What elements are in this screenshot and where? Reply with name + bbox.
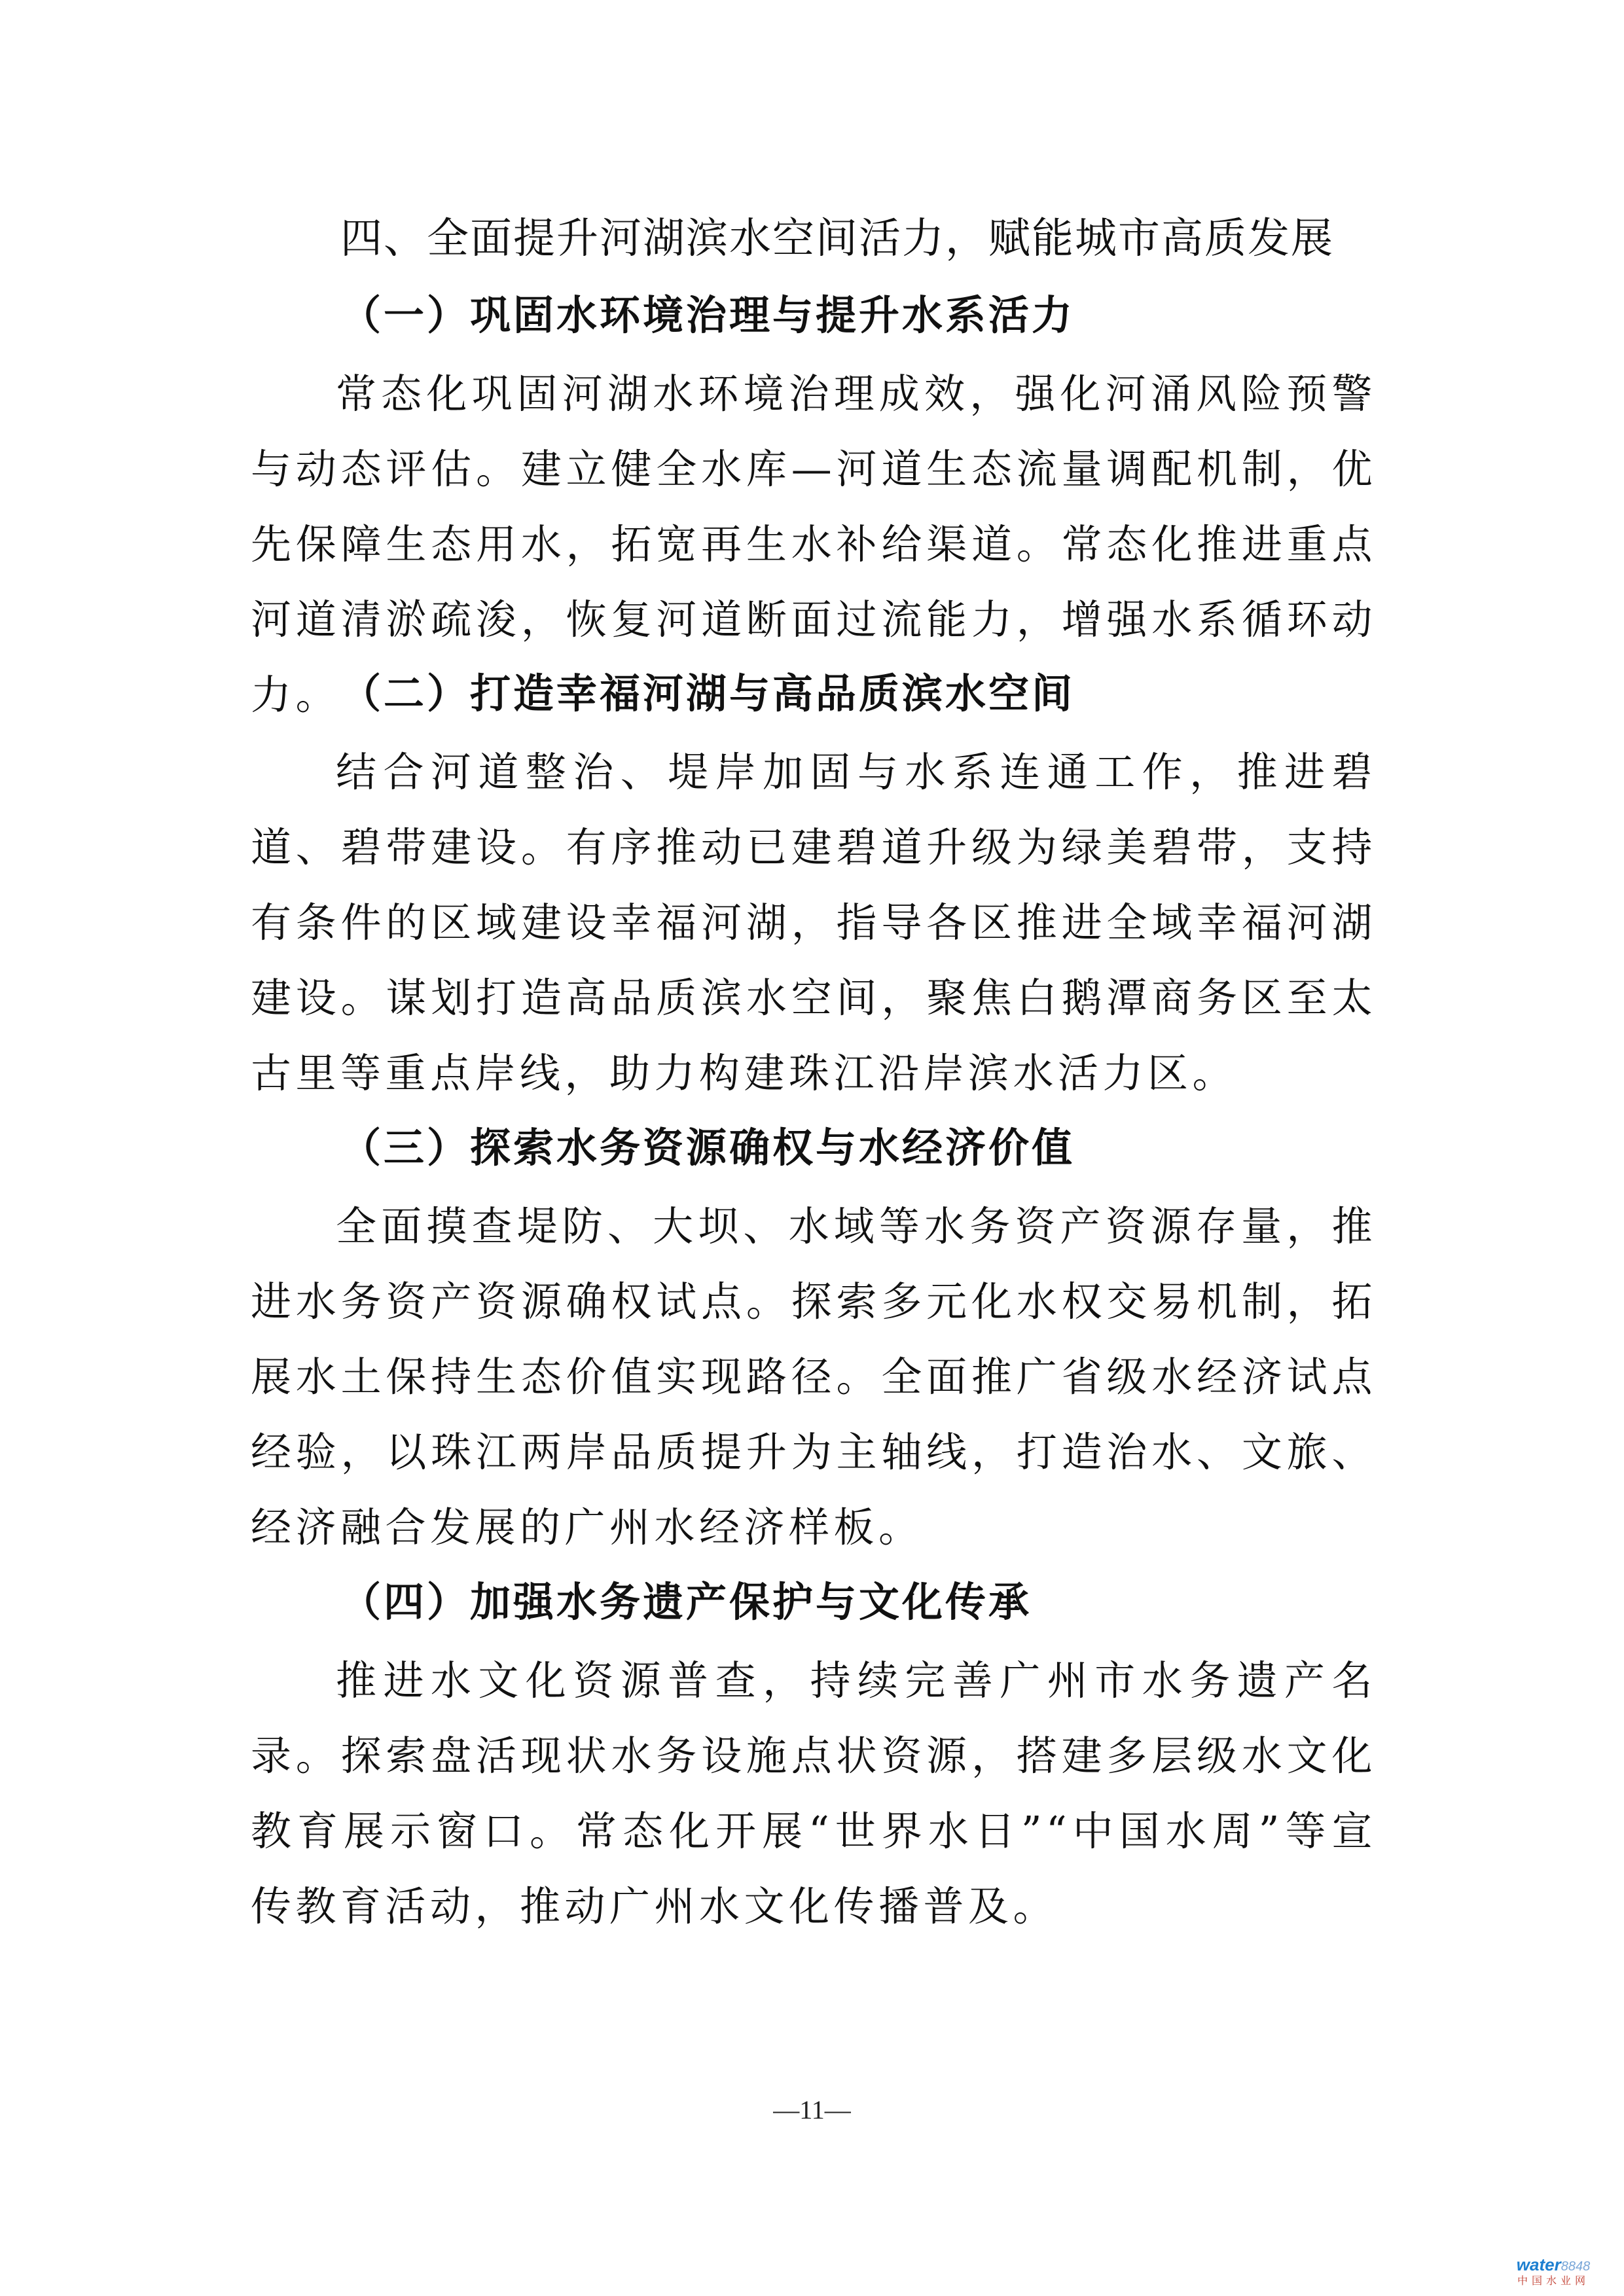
watermark-brand-sub: 中国水业网 xyxy=(1517,2276,1589,2287)
watermark-brand-main: water xyxy=(1516,2255,1561,2274)
subsection-body-1: 常态化巩固河湖水环境治理成效，强化河涌风险预警与动态评估。建立健全水库—河道生态流量调配机制，优先保障生态用水，拓宽再生水补给渠道。常态化推进重点河道清淤疏浚，恢复河道断面过流能力，增强水系循环动力。 xyxy=(251,370,1377,719)
subsection-body-4: 推进水文化资源普查，持续完善广州市水务遗产名录。探索盘活现状水务设施点状资源，搭建多层级水文化教育展示窗口。常态化开展“世界水日”“中国水周”等宣传教育活动，推动广州水文化传播普及。 xyxy=(251,1657,1377,1930)
subsection-heading-2: （二）打造幸福河湖与高品质滨水空间 xyxy=(340,670,1075,717)
watermark-logo xyxy=(1494,2255,1612,2288)
subsection-body-2: 结合河道整治、堤岸加固与水系连通工作，推进碧道、碧带建设。有序推动已建碧道升级为绿美碧带，支持有条件的区域建设幸福河湖，指导各区推进全域幸福河湖建设。谋划打造高品质滨水空间，聚焦白鹅潭商务区至太古里等重点岸线，助力构建珠江沿岸滨水活力区。 xyxy=(251,748,1377,1097)
page-number: —11— xyxy=(773,2095,851,2125)
subsection-body-3: 全面摸查堤防、大坝、水域等水务资产资源存量，推进水务资产资源确权试点。探索多元化水权交易机制，拓展水土保持生态价值实现路径。全面推广省级水经济试点经验，以珠江两岸品质提升为主轴线，打造治水、文旅、经济融合发展的广州水经济样板。 xyxy=(251,1202,1377,1551)
subsection-heading-3: （三）探索水务资源确权与水经济价值 xyxy=(340,1124,1075,1172)
section-title: 四、全面提升河湖滨水空间活力，赋能城市高质发展 xyxy=(340,215,1334,263)
subsection-heading-1: （一）巩固水环境治理与提升水系活力 xyxy=(340,291,1075,339)
subsection-heading-4: （四）加强水务遗产保护与文化传承 xyxy=(340,1578,1032,1626)
watermark-brand-number: 8848 xyxy=(1561,2259,1591,2274)
